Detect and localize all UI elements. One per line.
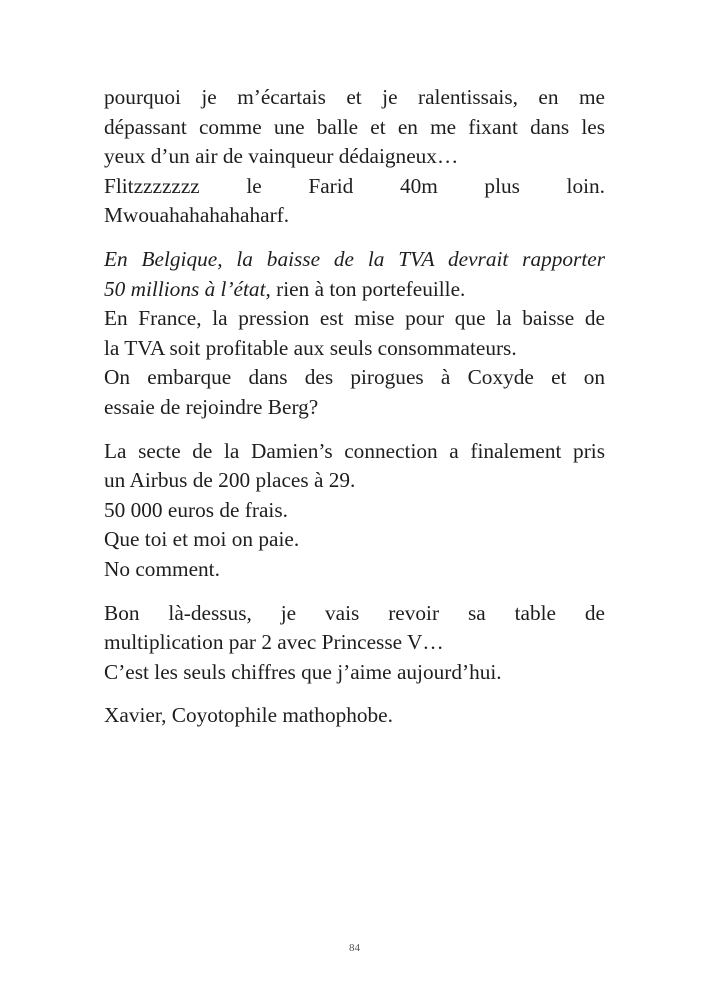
paragraph-4: [104, 599, 605, 688]
paragraph-3: [104, 437, 605, 585]
text-line: La secte de la Damien’s connection a finalement pris: [104, 438, 605, 463]
text-line: Bon là-dessus, je vais revoir sa table de: [104, 600, 605, 625]
text-line: On embarque dans des pirogues à Coxyde et on: [104, 365, 605, 390]
text-line: Que toi et moi on paie.: [104, 527, 300, 552]
text-line: C’est les seuls chiffres que j’aime aujourd’hui.: [104, 659, 502, 684]
italic-text-line: En Belgique, la baisse de la TVA devrait rapporter: [104, 246, 605, 271]
text-line: 50 000 euros de frais.: [104, 497, 288, 522]
paragraph-2: [104, 245, 605, 423]
text-line: dépassant comme une balle et en me fixant dans les: [104, 114, 605, 139]
text-line: un Airbus de 200 places à 29.: [104, 468, 356, 493]
signature-paragraph: [104, 701, 605, 731]
mixed-text-line: [104, 275, 605, 305]
text-line: yeux d’un air de vainqueur dédaigneux…: [104, 144, 459, 169]
text-line: No comment.: [104, 556, 220, 581]
body-text: [104, 83, 605, 745]
text-line: Flitzzzzzzz le Farid 40m plus loin.: [104, 173, 605, 198]
text-line: essaie de rejoindre Berg?: [104, 394, 319, 419]
signature-line: Xavier, Coyotophile mathophobe.: [104, 703, 393, 728]
text-line: En France, la pression est mise pour que la baisse de: [104, 306, 605, 331]
italic-fragment: 50 millions à l’état: [104, 276, 266, 301]
paragraph-1: [104, 83, 605, 231]
page-number: 84: [349, 942, 360, 954]
text-line: Mwouahahahahaharf.: [104, 203, 290, 228]
text-line: multiplication par 2 avec Princesse V…: [104, 630, 444, 655]
text-line: pourquoi je m’écartais et je ralentissais, en me: [104, 85, 605, 109]
text-line: la TVA soit profitable aux seuls consommateurs.: [104, 335, 517, 360]
text-fragment: , rien à ton portefeuille.: [265, 276, 466, 301]
